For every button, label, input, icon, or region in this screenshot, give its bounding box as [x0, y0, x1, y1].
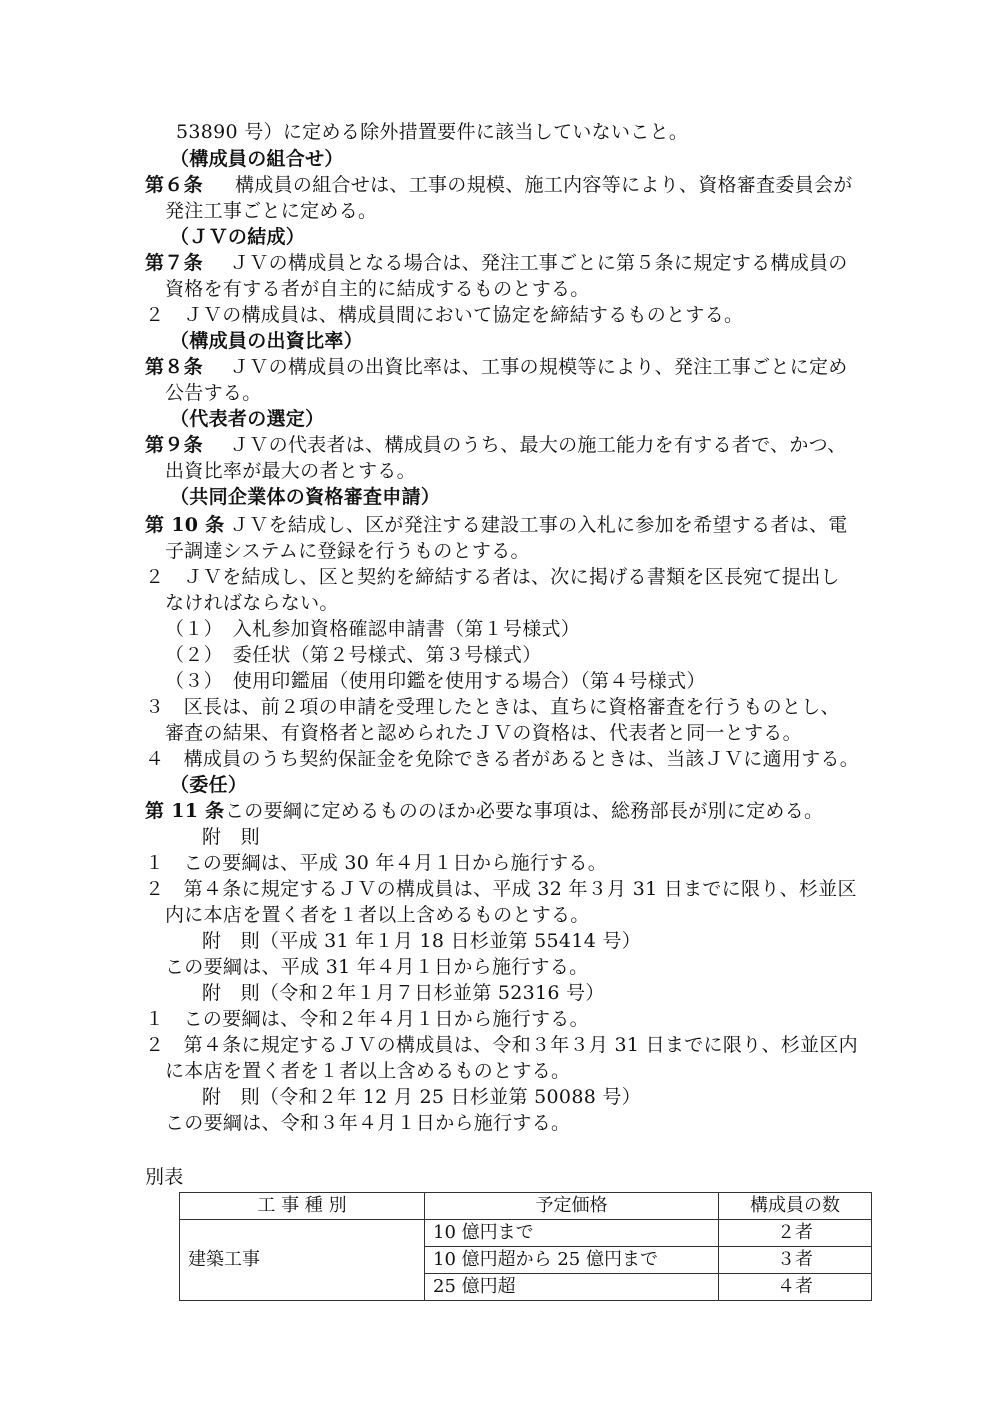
table-category-cell: 建築工事 [180, 1220, 425, 1301]
text-line: １ この要綱は、平成 30 年４月１日から施行する。 [145, 852, 608, 874]
article-number: 第 10 条 [145, 514, 225, 536]
appendix-table-title: 別表 [145, 1166, 184, 1188]
table-header-row [180, 1193, 872, 1220]
text-line: 出資比率が最大の者とする。 [165, 460, 416, 482]
text-line: 53890 号）に定める除外措置要件に該当していないこと。 [176, 121, 689, 143]
text-line: ２ 第４条に規定するＪＶの構成員は、令和３年３月 31 日までに限り、杉並区内 [145, 1034, 858, 1056]
list-item: （２） 委任状（第２号様式、第３号様式） [165, 644, 542, 666]
list-item: （３） 使用印鑑届（使用印鑑を使用する場合）（第４号様式） [165, 670, 706, 692]
text-line: なければならない。 [165, 592, 339, 614]
text-line: 発注工事ごとに定める。 [165, 200, 378, 222]
supplementary-heading: 附 則（令和２年１月７日杉並第 52316 号） [202, 982, 605, 1004]
table-header-cell: 工 事 種 別 [180, 1193, 425, 1220]
text-line: 資格を有する者が自主的に結成するものとする。 [165, 278, 590, 300]
article-heading: （委任） [170, 774, 248, 796]
article-heading: （共同企業体の資格審査申請） [170, 486, 441, 508]
table-cell-count: ２者 [719, 1220, 872, 1247]
article-number: 第８条 [145, 356, 203, 378]
table-header-cell: 予定価格 [425, 1193, 719, 1220]
text-line: １ この要綱は、令和２年４月１日から施行する。 [145, 1008, 589, 1030]
article-heading: （代表者の選定） [170, 408, 325, 430]
table-cell-price: 10 億円まで [425, 1220, 719, 1247]
supplementary-heading: 附 則 [202, 826, 260, 848]
appendix-table [179, 1192, 872, 1301]
list-item: （１） 入札参加資格確認申請書（第１号様式） [165, 618, 581, 640]
text-line: ４ 構成員のうち契約保証金を免除できる者があるときは、当該ＪＶに適用する。 [145, 748, 860, 770]
text-line: この要綱に定めるもののほか必要な事項は、総務部長が別に定める。 [225, 800, 824, 822]
article-number: 第９条 [145, 434, 203, 456]
article-number: 第 11 条 [145, 800, 225, 822]
text-line: この要綱は、平成 31 年４月１日から施行する。 [165, 956, 589, 978]
text-line: 構成員の組合せは、工事の規模、施工内容等により、資格審査委員会が [235, 174, 853, 196]
table-cell-count: ４者 [719, 1274, 872, 1301]
table-header-cell: 構成員の数 [719, 1193, 872, 1220]
text-line: 審査の結果、有資格者と認められたＪＶの資格は、代表者と同一とする。 [165, 722, 802, 744]
article-heading: （構成員の組合せ） [170, 148, 344, 170]
text-line: ２ ＪＶの構成員は、構成員間において協定を締結するものとする。 [145, 304, 744, 326]
table-cell-price: 10 億円超から 25 億円まで [425, 1247, 719, 1274]
text-line: この要綱は、令和３年４月１日から施行する。 [165, 1112, 571, 1134]
article-number: 第７条 [145, 252, 203, 274]
supplementary-heading: 附 則（令和２年 12 月 25 日杉並第 50088 号） [202, 1086, 642, 1108]
article-heading: （ＪＶの結成） [170, 226, 306, 248]
text-line: ＪＶの代表者は、構成員のうち、最大の施工能力を有する者で、かつ、 [230, 434, 847, 456]
table-row [180, 1220, 872, 1247]
article-number: 第６条 [145, 174, 203, 196]
text-line: ＪＶの構成員の出資比率は、工事の規模等により、発注工事ごとに定め [230, 356, 848, 378]
text-line: ＪＶを結成し、区が発注する建設工事の入札に参加を希望する者は、電 [230, 514, 848, 536]
text-line: ２ ＪＶを結成し、区と契約を締結する者は、次に掲げる書類を区長宛て提出し [145, 566, 840, 588]
text-line: ＪＶの構成員となる場合は、発注工事ごとに第５条に規定する構成員の [230, 252, 848, 274]
table-cell-count: ３者 [719, 1247, 872, 1274]
text-line: に本店を置く者を１者以上含めるものとする。 [165, 1060, 571, 1082]
text-line: 公告する。 [165, 382, 262, 404]
table-cell-price: 25 億円超 [425, 1274, 719, 1301]
text-line: 内に本店を置く者を１者以上含めるものとする。 [165, 904, 590, 926]
supplementary-heading: 附 則（平成 31 年１月 18 日杉並第 55414 号） [202, 930, 642, 952]
article-heading: （構成員の出資比率） [170, 330, 364, 352]
text-line: ３ 区長は、前２項の申請を受理したときは、直ちに資格審査を行うものとし、 [145, 696, 840, 718]
text-line: ２ 第４条に規定するＪＶの構成員は、平成 32 年３月 31 日までに限り、杉並区 [145, 878, 857, 900]
text-line: 子調達システムに登録を行うものとする。 [165, 540, 530, 562]
